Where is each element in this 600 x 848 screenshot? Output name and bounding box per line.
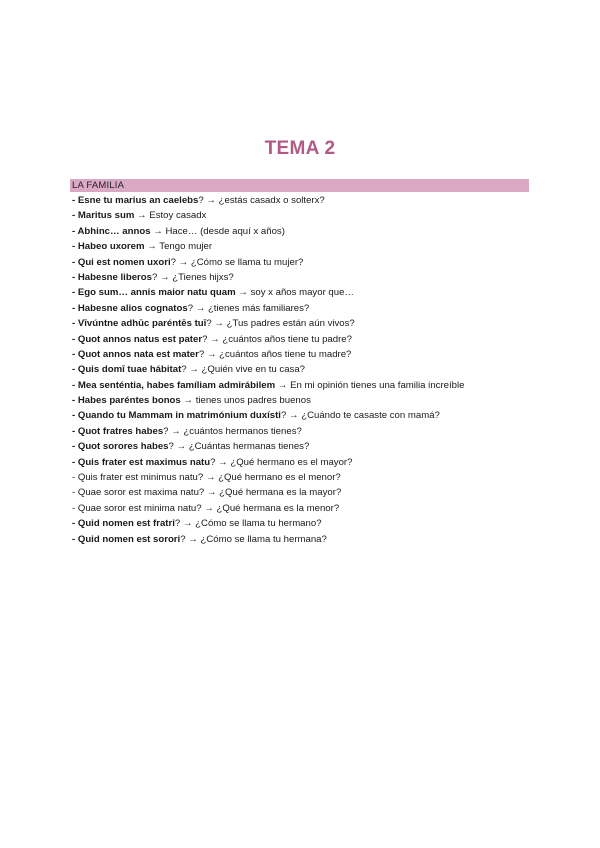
page-title: TEMA 2: [264, 138, 336, 159]
latin-phrase: - Ego sum… annis maior natu quam: [72, 287, 236, 299]
latin-phrase: - Vīvúntne adhūc paréntēs tuī: [72, 318, 207, 330]
latin-phrase: - Abhinc… annos: [72, 225, 151, 237]
spanish-translation: ? → ¿Qué hermana es la mayor?: [198, 487, 342, 499]
spanish-translation: → Hace… (desde aquí x años): [150, 225, 285, 237]
latin-phrase: - Quot sorores habes: [72, 441, 169, 453]
phrase-line: [72, 424, 542, 439]
latin-phrase: - Quis frater est minimus natu: [72, 472, 198, 484]
phrase-line: [72, 285, 542, 300]
latin-phrase: - Quae soror est maxima natu: [72, 487, 199, 499]
latin-phrase: - Quot annos nata est mater: [72, 348, 199, 360]
phrase-line: [72, 208, 542, 223]
spanish-translation: ? → ¿cuántos años tiene tu padre?: [202, 333, 352, 345]
spanish-translation: → tienes unos padres buenos: [180, 395, 311, 407]
phrase-line: [72, 516, 542, 531]
spanish-translation: ? → ¿tienes más familiares?: [187, 302, 310, 314]
latin-phrase: - Quot fratres habes: [72, 425, 164, 437]
phrase-line: [72, 347, 542, 362]
phrase-line: [72, 255, 542, 270]
phrase-line: [72, 362, 542, 377]
spanish-translation: ? → ¿cuántos años tiene tu madre?: [198, 348, 352, 360]
phrase-line: [72, 455, 542, 470]
phrase-line: [72, 316, 542, 331]
phrase-list: [72, 193, 542, 547]
spanish-translation: ? → ¿Qué hermano es el menor?: [197, 472, 341, 484]
phrase-line: [72, 270, 542, 285]
spanish-translation: ? → ¿Cómo se llama tu hermana?: [180, 533, 327, 545]
spanish-translation: ? → ¿Tus padres están aún vivos?: [206, 318, 355, 330]
spanish-translation: ? → ¿Tienes hijxs?: [151, 271, 234, 283]
latin-phrase: - Quando tu Mammam in matrimónium duxísti: [72, 410, 281, 422]
spanish-translation: ? → ¿estás casadx o solterx?: [198, 195, 325, 206]
phrase-line: [72, 193, 542, 208]
spanish-translation: ? → ¿Cómo se llama tu mujer?: [170, 256, 304, 268]
phrase-line: [72, 332, 542, 347]
phrase-line: [72, 439, 542, 454]
latin-phrase: - Mea senténtia, habes famíliam admirábilem: [72, 379, 276, 391]
spanish-translation: → En mi opinión tienes una familia increíble: [275, 379, 465, 391]
phrase-line: [72, 393, 542, 408]
phrase-line: [72, 301, 542, 316]
spanish-translation: ? → ¿Qué hermana es la menor?: [196, 502, 340, 514]
phrase-line: [72, 470, 542, 485]
latin-phrase: - Habes paréntes bonos: [72, 395, 181, 407]
latin-phrase: - Maritus sum: [72, 210, 135, 222]
spanish-translation: ? → ¿Quién vive en tu casa?: [181, 364, 305, 376]
spanish-translation: → Estoy casadx: [134, 210, 207, 222]
spanish-translation: ? → ¿Qué hermano es el mayor?: [210, 456, 353, 468]
phrase-line: [72, 239, 542, 254]
spanish-translation: ? → ¿Cuántas hermanas tienes?: [168, 441, 310, 453]
latin-phrase: - Quid nomen est fratri: [72, 518, 175, 530]
section-header: LA FAMILIA: [70, 179, 529, 192]
latin-phrase: - Esne tu marius an caelebs: [72, 195, 199, 206]
spanish-translation: → Tengo mujer: [144, 241, 213, 253]
latin-phrase: - Habeo uxorem: [72, 241, 145, 253]
latin-phrase: - Qui est nomen uxori: [72, 256, 171, 268]
latin-phrase: - Quot annos natus est pater: [72, 333, 203, 345]
phrase-line: [72, 378, 542, 393]
spanish-translation: → soy x años mayor que…: [235, 287, 355, 299]
latin-phrase: - Quae soror est minima natu: [72, 502, 197, 514]
latin-phrase: - Quid nomen est sorori: [72, 533, 181, 545]
latin-phrase: - Habesne liberos: [72, 271, 152, 283]
phrase-line: [72, 532, 542, 547]
phrase-line: [72, 501, 542, 516]
phrase-line: [72, 408, 542, 423]
phrase-line: [72, 485, 542, 500]
latin-phrase: - Quis frater est maximus natu: [72, 456, 211, 468]
latin-phrase: - Habesne alios cognatos: [72, 302, 188, 314]
spanish-translation: ? → ¿Cuándo te casaste con mamá?: [280, 410, 440, 422]
phrase-line: [72, 224, 542, 239]
spanish-translation: ? → ¿cuántos hermanos tienes?: [163, 425, 302, 437]
latin-phrase: - Quis domī tuae hábitat: [72, 364, 182, 376]
spanish-translation: ? → ¿Cómo se llama tu hermano?: [174, 518, 322, 530]
